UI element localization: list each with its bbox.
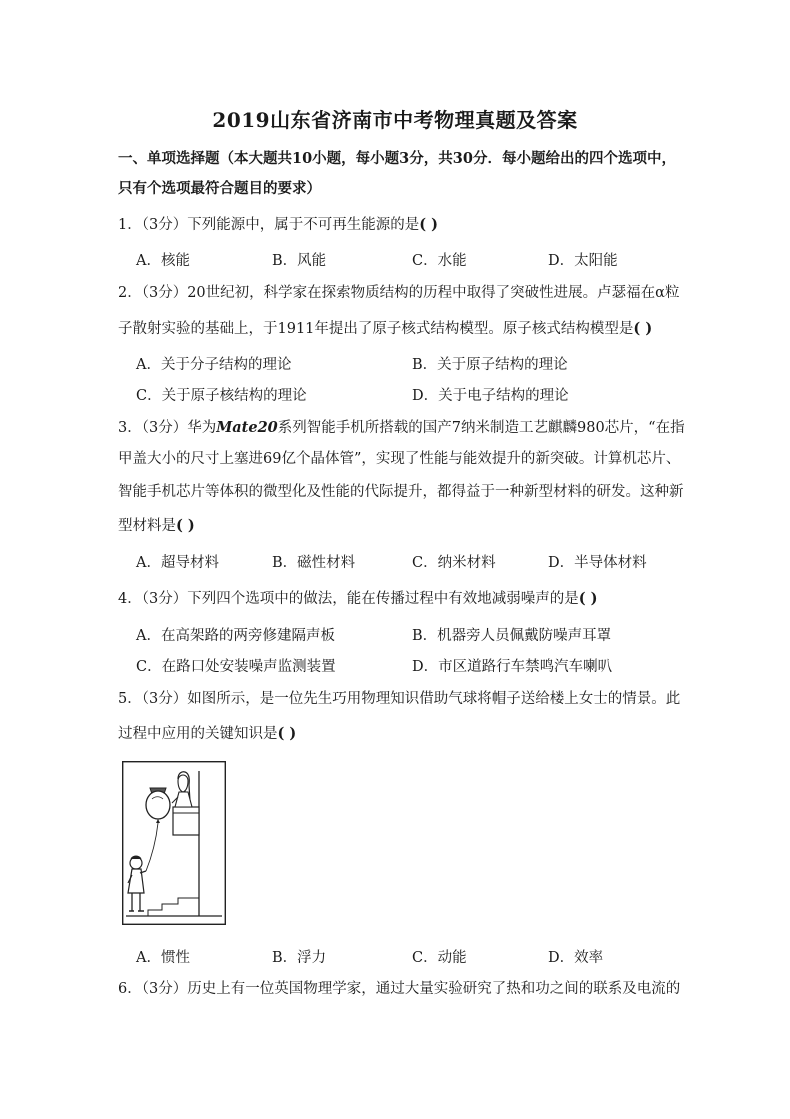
question-3-blank: ( ) bbox=[176, 517, 195, 534]
question-2-line-1: 2．（3分）20世纪初，科学家在探索物质结构的历程中取得了突破性进展。卢瑟福在α粒 bbox=[118, 285, 680, 301]
question-3-line-1 bbox=[118, 416, 685, 437]
q2-option-b: B．关于原子结构的理论 bbox=[412, 357, 568, 373]
q3-option-b: B．磁性材料 bbox=[272, 555, 356, 571]
q1-option-a: A．核能 bbox=[136, 253, 190, 269]
question-3-line-3: 智能手机芯片等体积的微型化及性能的代际提升，都得益于一种新型材料的研发。这种新 bbox=[118, 484, 684, 500]
q4-option-a: A．在高架路的两旁修建隔声板 bbox=[136, 628, 335, 644]
q1-option-c: C．水能 bbox=[412, 253, 467, 269]
balloon-hat-illustration bbox=[122, 761, 226, 925]
q4-option-d: D．市区道路行车禁鸣汽车喇叭 bbox=[412, 659, 613, 675]
question-3-line-1-post: 系列智能手机所搭载的国产7纳米制造工艺麒麟980芯片，“在指 bbox=[277, 420, 685, 436]
q1-option-d: D．太阳能 bbox=[548, 253, 618, 269]
question-5-stem: 过程中应用的关键知识是 bbox=[118, 726, 278, 742]
question-1-blank: ( ) bbox=[419, 216, 438, 233]
question-3-line-1-pre: 3．（3分）华为 bbox=[118, 420, 217, 436]
question-2-blank: ( ) bbox=[633, 320, 653, 337]
q2-option-a: A．关于分子结构的理论 bbox=[136, 357, 292, 373]
q3-option-d: D．半导体材料 bbox=[548, 555, 647, 571]
question-5-line-2 bbox=[118, 722, 296, 743]
q5-option-c: C．动能 bbox=[412, 950, 467, 966]
q3-option-a: A．超导材料 bbox=[136, 555, 219, 571]
question-3-line-4 bbox=[118, 514, 195, 535]
q4-option-c: C．在路口处安装噪声监测装置 bbox=[136, 659, 336, 675]
question-5-blank: ( ) bbox=[277, 725, 297, 742]
figure-frame bbox=[123, 762, 226, 925]
question-2-stem: 子散射实验的基础上，于1911年提出了原子核式结构模型。原子核式结构模型是 bbox=[118, 321, 634, 337]
question-1-stem: 1．（3分）下列能源中，属于不可再生能源的是 bbox=[118, 217, 420, 233]
question-4-blank: ( ) bbox=[578, 590, 598, 607]
question-4-stem: 4．（3分）下列四个选项中的做法，能在传播过程中有效地减弱噪声的是 bbox=[118, 591, 579, 607]
question-2-line-2 bbox=[118, 317, 652, 338]
q5-option-b: B．浮力 bbox=[272, 950, 327, 966]
question-4 bbox=[118, 587, 597, 608]
question-3-stem: 型材料是 bbox=[118, 518, 176, 534]
balcony bbox=[173, 807, 199, 835]
question-1 bbox=[118, 213, 438, 234]
question-3-line-2: 甲盖大小的尺寸上塞进69亿个晶体管”，实现了性能与能效提升的新突破。计算机芯片、 bbox=[118, 451, 681, 467]
q4-option-b: B．机器旁人员佩戴防噪声耳罩 bbox=[412, 628, 612, 644]
section-heading-line-2: 只有个选项最符合题目的要求） bbox=[118, 180, 321, 197]
q5-option-d: D．效率 bbox=[548, 950, 604, 966]
question-6-line-1: 6．（3分）历史上有一位英国物理学家，通过大量实验研究了热和功之间的联系及电流的 bbox=[118, 981, 681, 997]
q1-option-b: B．风能 bbox=[272, 253, 327, 269]
page-title: 2019山东省济南市中考物理真题及答案 bbox=[212, 108, 578, 132]
q5-option-a: A．惯性 bbox=[136, 950, 190, 966]
section-heading-line-1: 一、单项选择题（本大题共10小题，每小题3分，共30分．每小题给出的四个选项中， bbox=[118, 150, 676, 167]
q2-option-c: C．关于原子核结构的理论 bbox=[136, 388, 307, 404]
q3-option-c: C．纳米材料 bbox=[412, 555, 496, 571]
question-3-brand: Mate20 bbox=[216, 419, 278, 436]
q2-option-d: D．关于电子结构的理论 bbox=[412, 388, 569, 404]
question-5-line-1: 5．（3分）如图所示，是一位先生巧用物理知识借助气球将帽子送给楼上女士的情景。此 bbox=[118, 691, 681, 707]
